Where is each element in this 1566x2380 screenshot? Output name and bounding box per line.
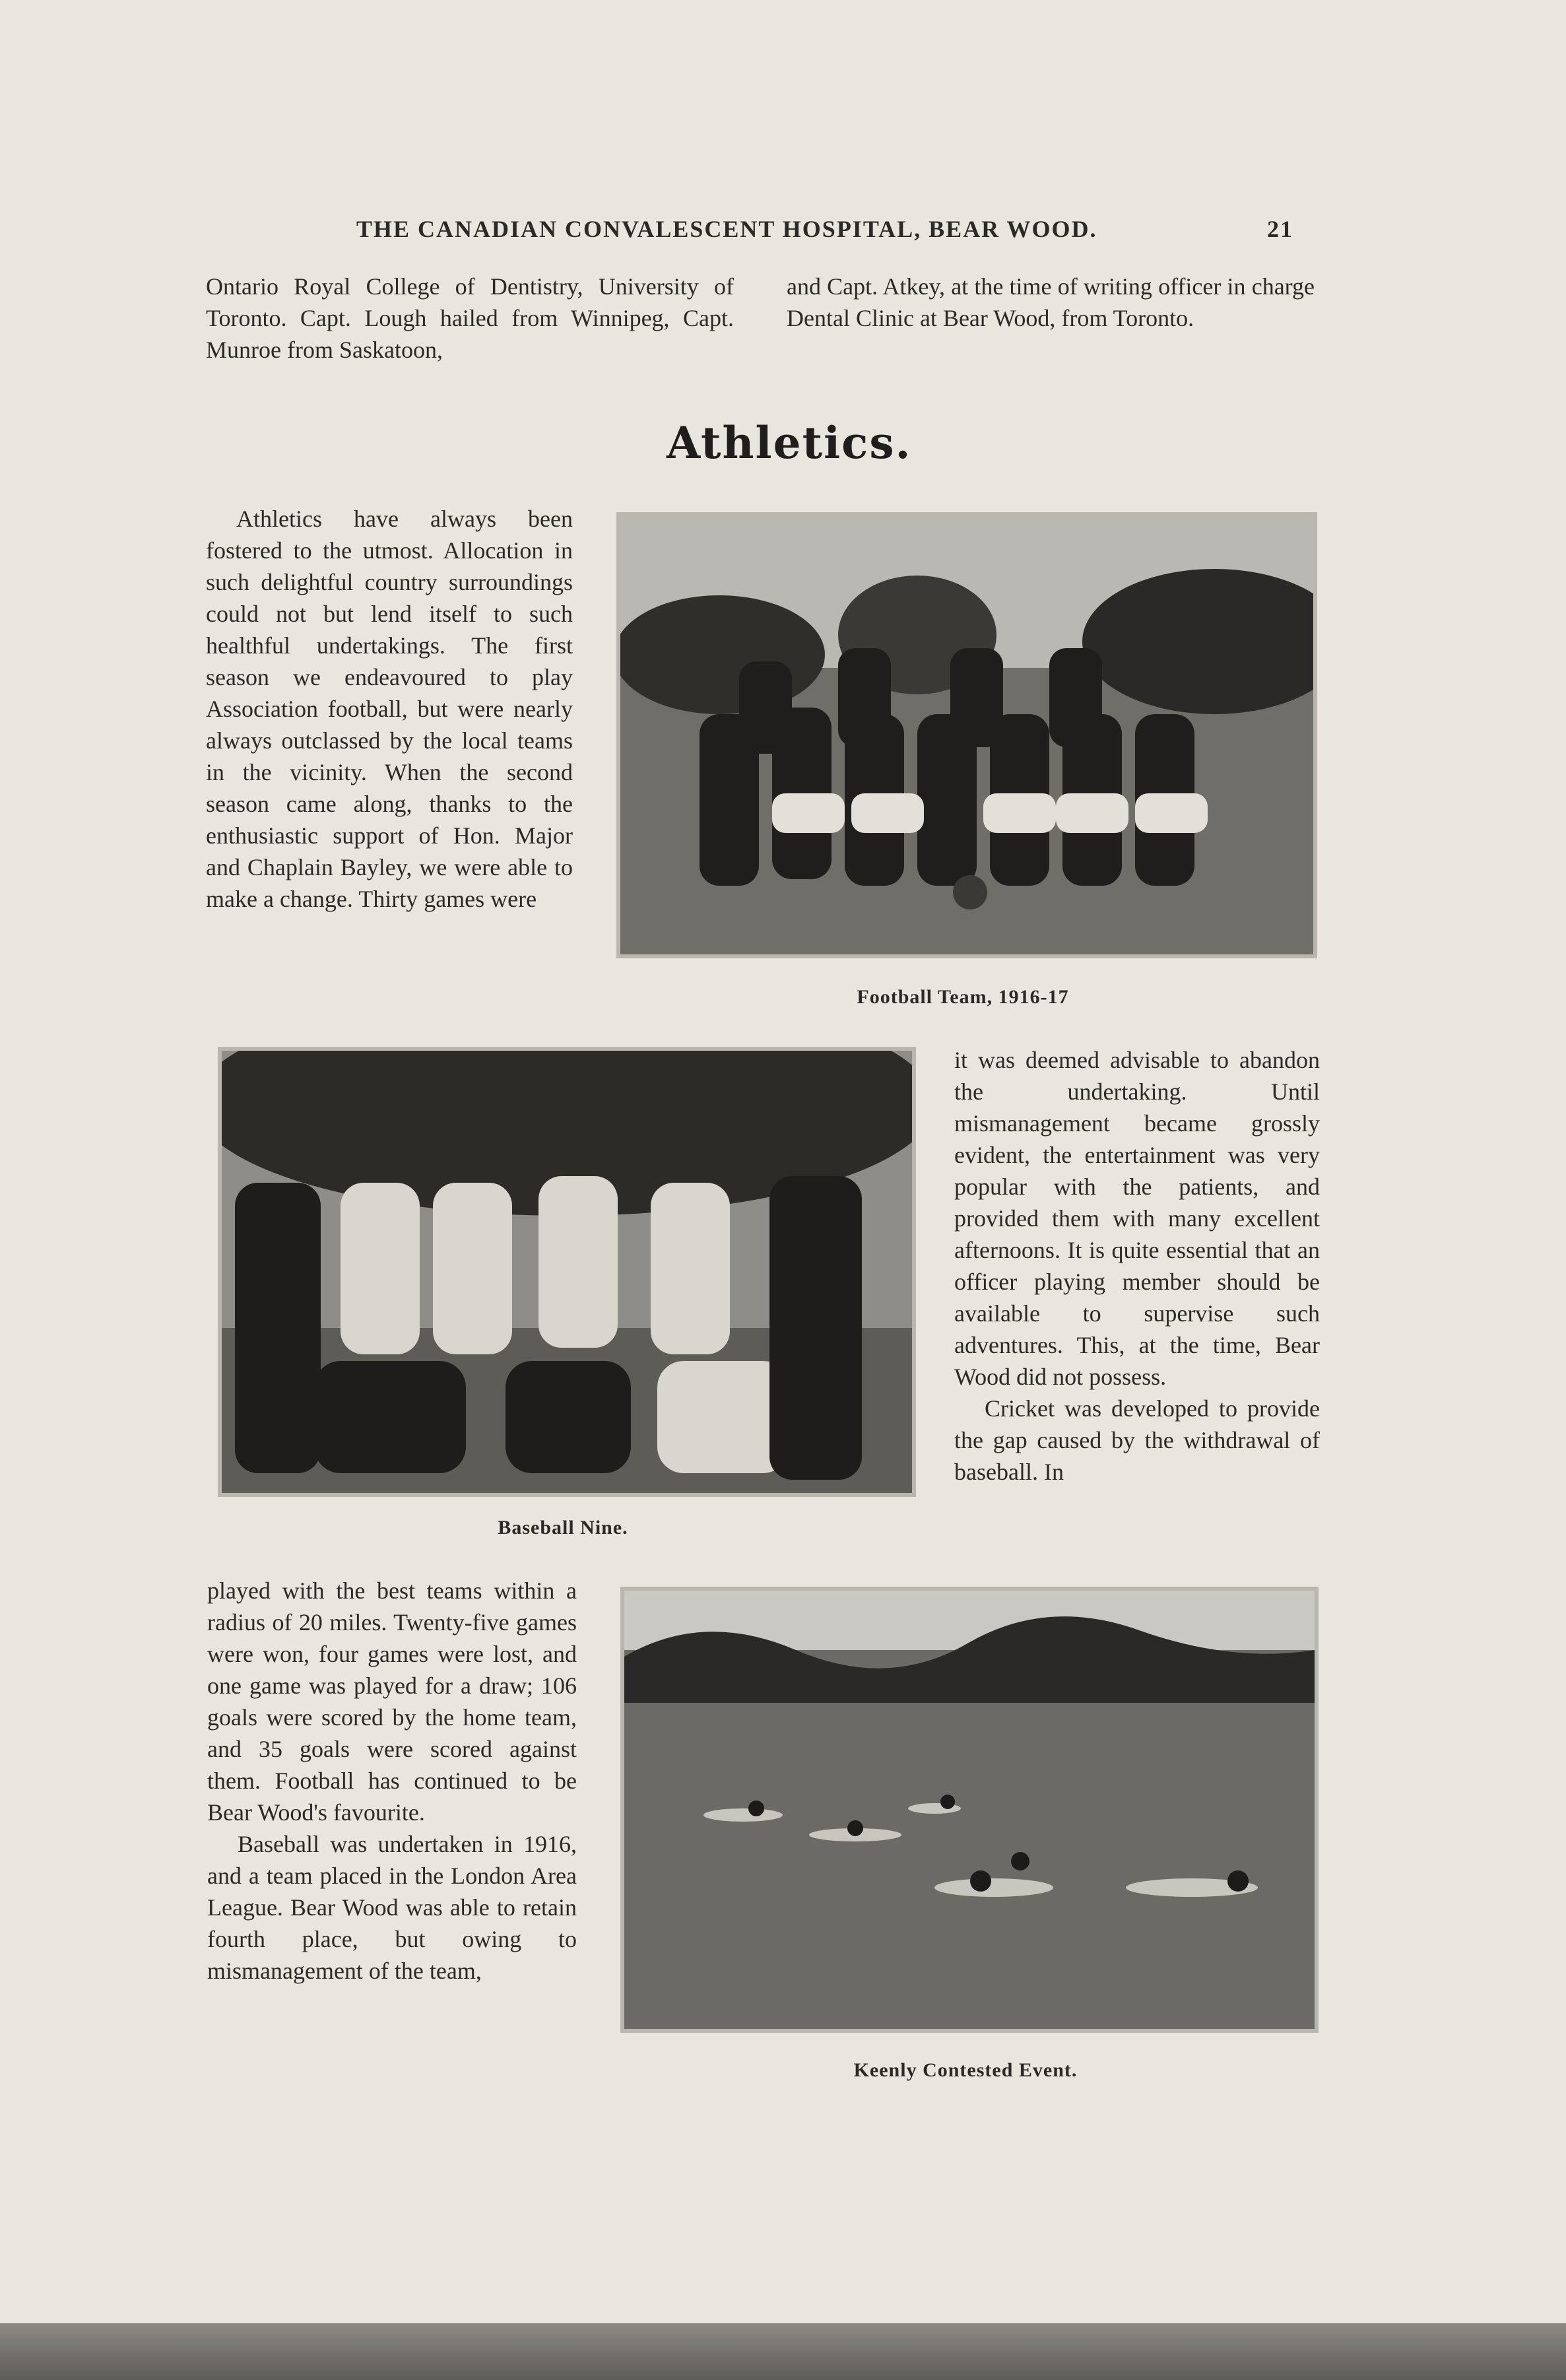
intro-left-column	[206, 271, 734, 366]
intro-right-column	[787, 271, 1315, 334]
intro-right-text: and Capt. Atkey, at the time of writing officer in charge Dental Clinic at Bear Wood, from Toronto.	[787, 273, 1315, 331]
body-column-3	[207, 1575, 577, 1987]
baseball-photo-caption: Baseball Nine.	[498, 1517, 628, 1538]
paragraph-football-results: played with the best teams within a radius of 20 miles. Twenty-five games were won, four games were lost, and one game was played for a draw; 106 goals were scored by the home team, and 35 goals were scored against them. Football has continued to be Bear Wood's favourite.	[207, 1577, 577, 1826]
swimming-photo-caption: Keenly Contested Event.	[853, 2059, 1078, 2081]
swimming-event-photo	[620, 1587, 1319, 2033]
page-bottom-edge	[0, 2323, 1566, 2380]
baseball-team-photo	[218, 1047, 916, 1497]
body-column-2	[954, 1044, 1320, 1488]
page-number: 21	[1267, 216, 1293, 242]
running-title: THE CANADIAN CONVALESCENT HOSPITAL, BEAR WOOD.	[356, 216, 1097, 242]
intro-left-text: Ontario Royal College of Dentistry, University of Toronto. Capt. Lough hailed from Winnipeg, Capt. Munroe from Saskatoon,	[206, 273, 734, 363]
paragraph-baseball-start: Baseball was undertaken in 1916, and a team placed in the London Area League. Bear Wood was able to retain fourth place, but owing to mismanagement of the team,	[207, 1831, 577, 1984]
section-title: Athletics.	[667, 417, 912, 469]
running-header	[356, 215, 1293, 243]
football-photo-caption: Football Team, 1916-17	[857, 986, 1069, 1008]
football-team-photo	[616, 512, 1317, 958]
paragraph-cricket: Cricket was developed to provide the gap caused by the withdrawal of baseball. In	[954, 1395, 1320, 1485]
paragraph-athletics: Athletics have always been fostered to the utmost. Allocation in such delightful country surroundings could not but lend itself to such healthful undertakings. The first season we endeavoured to play Association football, but were nearly always outclassed by the local teams in the vicinity. When the second season came along, thanks to the enthusiastic support of Hon. Major and Chaplain Bayley, we were able to make a change. Thirty games were	[206, 506, 573, 912]
paragraph-baseball-end: it was deemed advisable to abandon the undertaking. Until mismanagement became grossly evident, the entertainment was very popular with the patients, and provided them with many excellent afternoons. It is quite essential that an officer playing member should be available to supervise such adventures. This, at the time, Bear Wood did not possess.	[954, 1047, 1320, 1390]
body-column-1	[206, 503, 573, 915]
